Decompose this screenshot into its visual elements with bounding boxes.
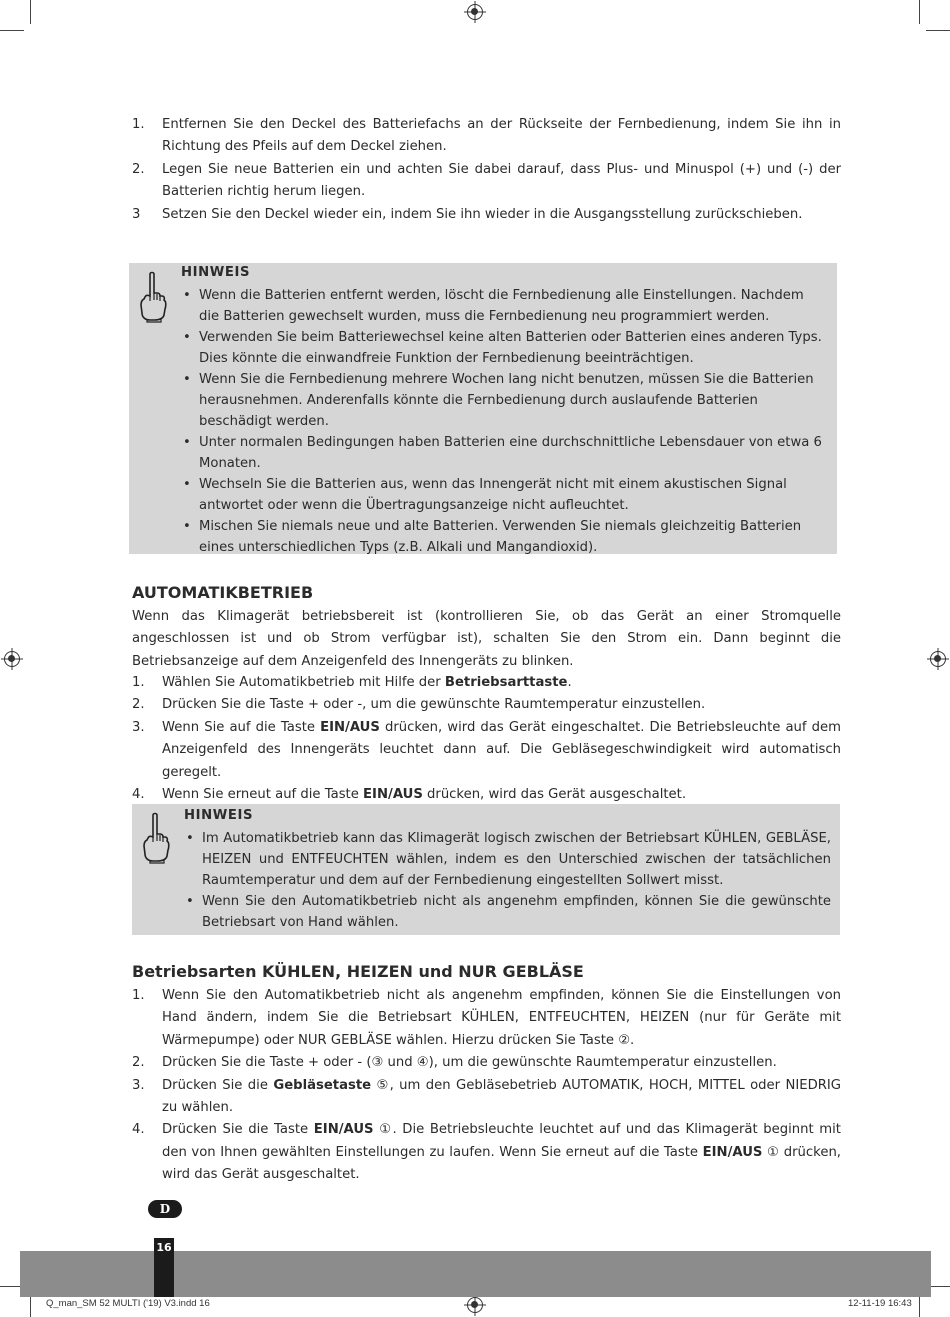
language-badge: D (148, 1200, 182, 1218)
note-box (129, 263, 837, 554)
note-title: HINWEIS (181, 265, 251, 280)
list-item: • Im Automatikbetrieb kann das Klimagerät logisch zwischen der Betriebsart KÜHLEN, GEBLÄSE, HEIZEN und ENTFEUCHTEN wählen, indem es den Unterschied zwischen der tatsächlichen Raumtemperatur und dem auf der Fernbedienung eingestellten Sollwert misst. (184, 828, 831, 891)
list-item (132, 672, 841, 694)
step-text: Setzen Sie den Deckel wieder ein, indem Sie ihn wieder in die Ausgangsstellung zurückschieben. (162, 206, 803, 222)
crop-mark (0, 1286, 20, 1287)
file-slug: Q_man_SM 52 MULTI ('19) V3.indd 16 (46, 1298, 210, 1309)
paragraph: Wenn das Klimagerät betriebsbereit ist (kontrollieren Sie, ob das Gerät an einer Stromquelle angeschlossen ist und ob Strom verfügbar ist), schalten Sie den Strom ein. Dann beginnt die Betriebsanzeige auf dem Anzeigenfeld des Innengeräts zu blinken. (132, 609, 841, 669)
step-text: Legen Sie neue Batterien ein und achten Sie dabei darauf, dass Plus- und Minuspol (+) und (-) der Batterien richtig herum liegen. (162, 161, 841, 200)
list-item (132, 694, 841, 716)
list-item (132, 1052, 841, 1074)
list-item: • Mischen Sie niemals neue und alte Batterien. Verwenden Sie niemals gleichzeitig Batterien eines unterschiedlichen Typs (z.B. Alkali und Mangandioxid). (181, 516, 826, 558)
list-item: • Wenn die Batterien entfernt werden, löscht die Fernbedienung alle Einstellungen. Nachdem die Batterien gewechselt wurden, muss die Fernbedienung neu programmiert werden. (181, 285, 826, 327)
step-number: 1. (132, 117, 145, 132)
step-text: Wenn Sie den Automatikbetrieb nicht als angenehm empfinden, können Sie die Einstellungen von Hand ändern, indem Sie die Betriebsart KÜHLEN, ENTFEUCHTEN, HEIZEN (nur für Geräte mit Wärmepumpe) oder NUR GEBLÄSE wählen. Hierzu drücken Sie Taste ②. (162, 988, 841, 1048)
list-item: • Wenn Sie den Automatikbetrieb nicht als angenehm empfinden, können Sie die gewünschte Betriebsart von Hand wählen. (184, 891, 831, 933)
step-text: Entfernen Sie den Deckel des Batteriefachs an der Rückseite der Fernbedienung, indem Sie ihn in Richtung des Pfeils auf dem Deckel ziehen. (162, 117, 841, 155)
step-number: 4. (132, 1122, 145, 1138)
note-box (132, 804, 840, 935)
list-item (132, 985, 841, 1052)
battery-steps (132, 114, 841, 226)
crop-mark (919, 0, 920, 24)
list-item (132, 204, 841, 226)
step-text: Drücken Sie die Taste + oder -, um die gewünschte Raumtemperatur einzustellen. (162, 697, 706, 713)
step-number: 3 (132, 206, 141, 222)
step-number: 2. (132, 697, 145, 713)
step-text: Drücken Sie die Gebläsetaste ⑤, um den Gebläsebetrieb AUTOMATIK, HOCH, MITTEL oder NIEDRIG zu wählen. (162, 1077, 841, 1116)
note-list (181, 285, 826, 558)
registration-mark-icon (467, 1297, 483, 1313)
step-text: Drücken Sie die Taste EIN/AUS ①. Die Betriebsleuchte leuchtet auf und das Klimagerät beginnt mit den von Ihnen gewählten Einstellungen zu laufen. Wenn Sie erneut auf die Taste EIN/AUS ① drücken, wird das Gerät ausgeschaltet. (162, 1122, 841, 1183)
step-text: Wenn Sie erneut auf die Taste EIN/AUS drücken, wird das Gerät ausgeschaltet. (162, 787, 687, 803)
step-number: 3. (132, 1077, 145, 1093)
crop-mark (0, 30, 24, 31)
pointing-hand-icon (137, 271, 167, 323)
list-item (132, 1119, 841, 1186)
step-number: 4. (132, 787, 145, 803)
list-item: • Unter normalen Bedingungen haben Batterien eine durchschnittliche Lebensdauer von etwa 6 Monaten. (181, 432, 826, 474)
automatik-steps (132, 672, 841, 806)
registration-mark-icon (4, 651, 20, 667)
step-number: 2. (132, 1055, 145, 1071)
crop-mark (30, 0, 31, 24)
note-title: HINWEIS (184, 808, 254, 823)
step-number: 1. (132, 988, 145, 1003)
step-number: 1. (132, 675, 145, 690)
step-text: Wenn Sie auf die Taste EIN/AUS drücken, wird das Gerät eingeschaltet. Die Betriebsleuchte auf dem Anzeigenfeld des Innengeräts leuchtet dann auf. Die Gebläsegeschwindigkeit wird automatisch geregelt. (162, 719, 841, 780)
step-number: 3. (132, 719, 145, 735)
list-item (132, 717, 841, 784)
section-heading-automatik: AUTOMATIKBETRIEB (132, 583, 314, 602)
crop-mark (931, 1286, 950, 1287)
section-heading-betriebsarten: Betriebsarten KÜHLEN, HEIZEN und NUR GEBLÄSE (132, 962, 584, 981)
list-item (132, 114, 841, 159)
betriebsarten-steps (132, 985, 841, 1187)
list-item: • Wenn Sie die Fernbedienung mehrere Wochen lang nicht benutzen, müssen Sie die Batterien herausnehmen. Anderenfalls könnte die Fernbedienung durch auslaufende Batterien beschädigt werden. (181, 369, 826, 432)
list-item: • Wechseln Sie die Batterien aus, wenn das Innengerät nicht mit einem akustischen Signal antwortet oder wenn die Übertragungsanzeige nicht aufleuchtet. (181, 474, 826, 516)
step-text: Drücken Sie die Taste + oder - (③ und ④), um die gewünschte Raumtemperatur einzustellen. (162, 1055, 777, 1071)
list-item (132, 1075, 841, 1120)
crop-mark (926, 30, 950, 31)
page-number: 16 (156, 1241, 172, 1254)
list-item (132, 159, 841, 204)
pointing-hand-icon (140, 812, 170, 864)
list-item: • Verwenden Sie beim Batteriewechsel keine alten Batterien oder Batterien eines anderen Typs. Dies könnte die einwandfreie Funktion der Fernbedienung beeinträchtigen. (181, 327, 826, 369)
registration-mark-icon (930, 651, 946, 667)
date-slug: 12-11-19 16:43 (848, 1298, 912, 1309)
step-number: 2. (132, 161, 145, 177)
registration-mark-icon (467, 4, 483, 20)
step-text: Wählen Sie Automatikbetrieb mit Hilfe der Betriebsarttaste. (162, 675, 572, 690)
note-list (184, 828, 831, 933)
